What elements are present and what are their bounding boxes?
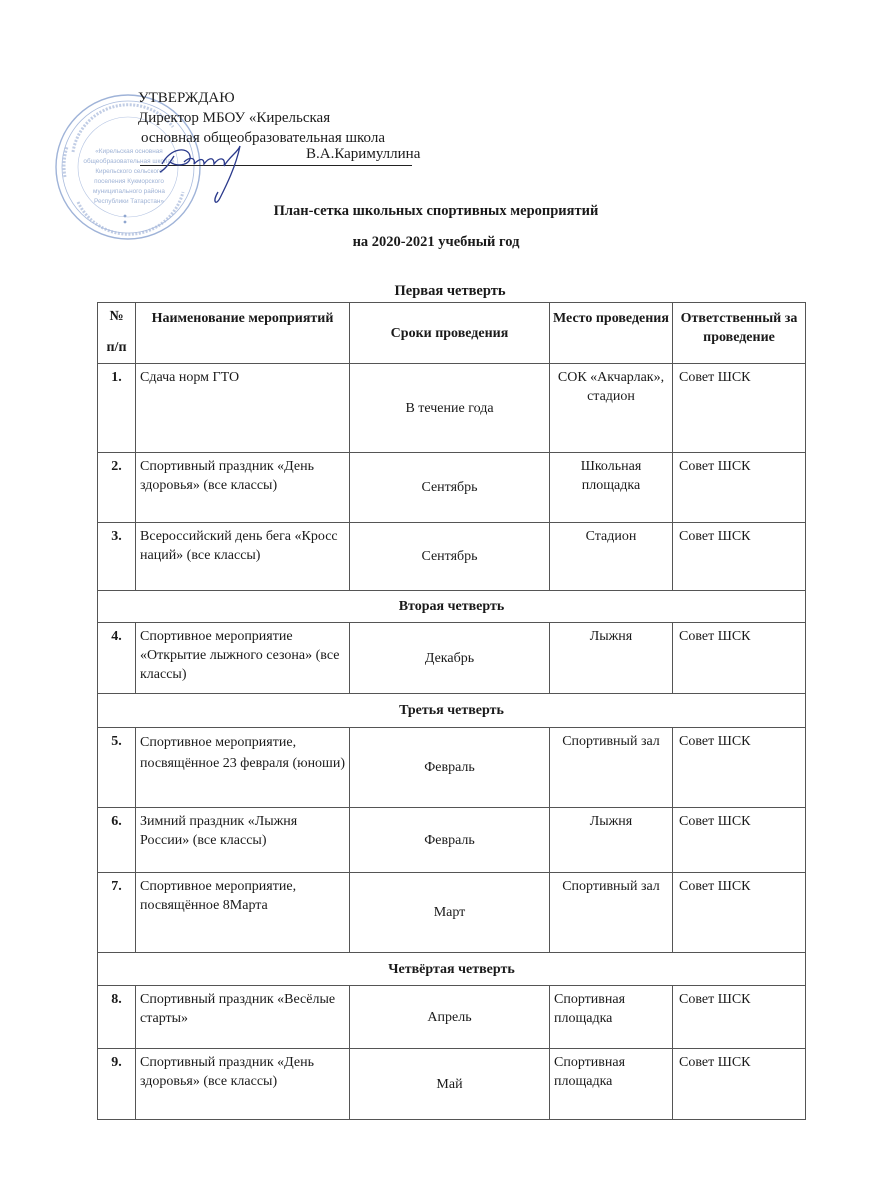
table-row: 5. Спортивное мероприятие, посвящённое 23 февраля (юноши) Февраль Спортивный зал Совет ШСК xyxy=(98,728,806,808)
approval-position: Директор МБОУ «Кирельская xyxy=(138,110,331,126)
table-row: 4. Спортивное мероприятие «Открытие лыжного сезона» (все классы) Декабрь Лыжня Совет ШСК xyxy=(98,623,806,694)
quarter-heading-3: Третья четверть xyxy=(98,694,806,728)
approval-heading: УТВЕРЖДАЮ xyxy=(138,90,235,106)
column-header-responsible: Ответственный за проведение xyxy=(673,303,806,364)
table-row: 6. Зимний праздник «Лыжня России» (все классы) Февраль Лыжня Совет ШСК xyxy=(98,808,806,873)
column-header-number: № п/п xyxy=(98,303,136,364)
events-table xyxy=(97,302,806,1120)
signatory-name: В.А.Каримуллина xyxy=(306,146,421,162)
table-header-row xyxy=(98,303,806,364)
approval-school: основная общеобразовательная школа xyxy=(141,130,385,146)
table-row: 3. Всероссийский день бега «Кросс наций» (все классы) Сентябрь Стадион Совет ШСК xyxy=(98,523,806,591)
table-row: 7. Спортивное мероприятие, посвящённое 8Марта Март Спортивный зал Совет ШСК xyxy=(98,873,806,953)
quarter-heading-4: Четвёртая четверть xyxy=(98,953,806,986)
document-title: План-сетка школьных спортивных мероприятий xyxy=(273,203,599,219)
stamp-text: «Кирельская основная общеобразовательная школа» Кирельского сельского поселения Кукморского муниципального района Республики Татарстан» xyxy=(83,148,175,205)
table-row: 9. Спортивный праздник «День здоровья» (все классы) Май Спортивная площадка Совет ШСК xyxy=(98,1049,806,1120)
document-subtitle: на 2020-2021 учебный год xyxy=(352,234,520,250)
table-row: 1. Сдача норм ГТО В течение года СОК «Акчарлак», стадион Совет ШСК xyxy=(98,364,806,453)
table-row: 2. Спортивный праздник «День здоровья» (все классы) Сентябрь Школьная площадка Совет ШСК xyxy=(98,453,806,523)
column-header-dates: Сроки проведения xyxy=(350,303,550,364)
column-header-place: Место проведения xyxy=(550,303,673,364)
table-row: 8. Спортивный праздник «Весёлые старты» Апрель Спортивная площадка Совет ШСК xyxy=(98,986,806,1049)
quarter-heading-2: Вторая четверть xyxy=(98,591,806,623)
column-header-name: Наименование мероприятий xyxy=(136,303,350,364)
quarter-heading-1: Первая четверть xyxy=(394,283,506,299)
